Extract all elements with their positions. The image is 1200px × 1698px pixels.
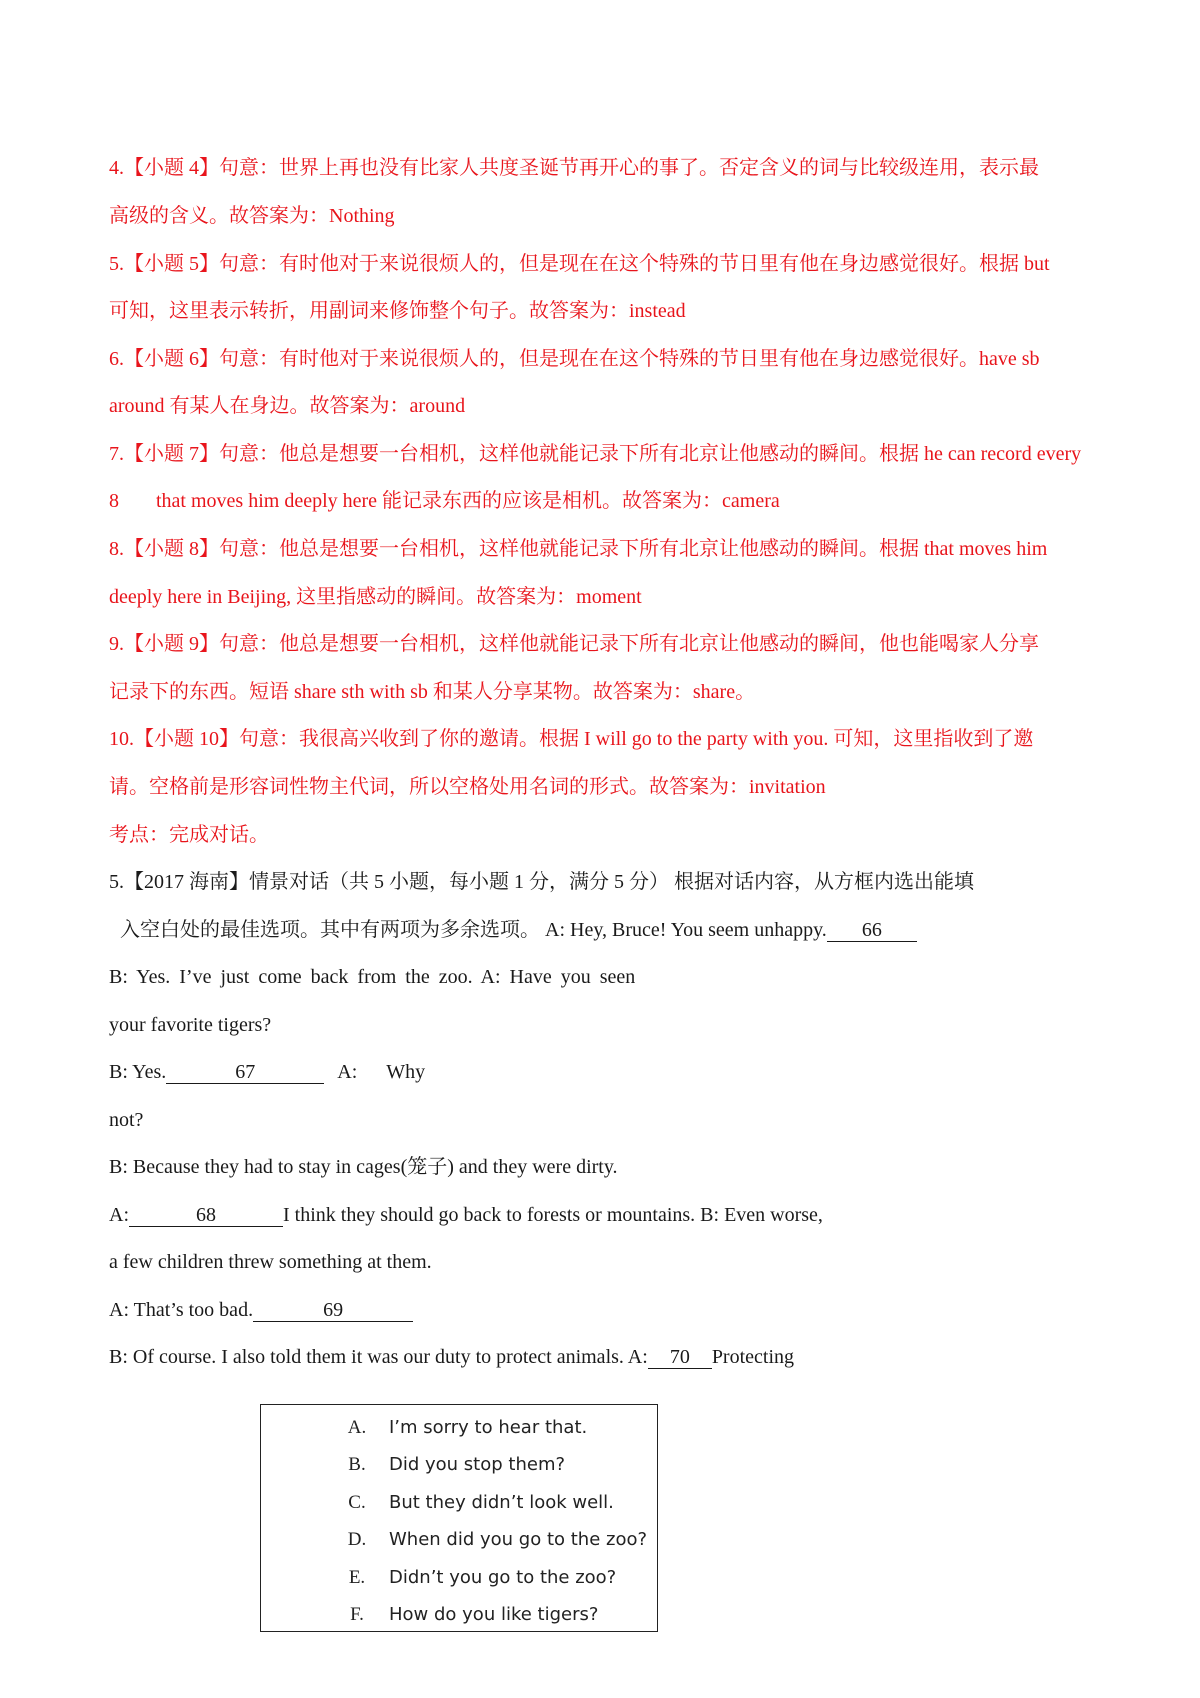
answer-5-line-2: 可知，这里表示转折，用副词来修饰整个句子。故答案为：instead (109, 300, 686, 322)
question-line-5-text: B: Yes. (109, 1061, 167, 1083)
option-text: When did you go to the zoo? (389, 1529, 648, 1550)
blank-68: 68 (129, 1204, 283, 1227)
answer-7-line-number: 8 (109, 490, 119, 512)
option-letter: E. (348, 1567, 366, 1588)
kaodian-note: 考点：完成对话。 (109, 824, 269, 846)
answer-10-line-2: 请。空格前是形容词性物主代词，所以空格处用名词的形式。故答案为：invitation (109, 776, 826, 798)
blank-66: 66 (827, 919, 917, 942)
question-line-6: not? (109, 1109, 144, 1131)
question-line-11-prefix: B: Of course. I also told them it was our duty to protect animals. A: (109, 1346, 648, 1368)
option-text: I’m sorry to hear that. (389, 1417, 588, 1438)
blank-67: 67 (166, 1061, 324, 1084)
option-text: Didn’t you go to the zoo? (389, 1567, 617, 1588)
option-letter: F. (350, 1604, 364, 1625)
question-line-3: B: Yes. I’ve just come back from the zoo. A: Have you seen (109, 966, 636, 988)
answer-9-line-2: 记录下的东西。短语 share sth with sb 和某人分享某物。故答案为：share。 (109, 681, 756, 703)
question-line-8-prefix: A: (109, 1204, 129, 1226)
question-line-10-text: A: That’s too bad. (109, 1299, 254, 1321)
options-box (260, 1404, 658, 1632)
blank-69: 69 (253, 1299, 413, 1322)
option-text: How do you like tigers? (389, 1604, 599, 1625)
question-line-9: a few children threw something at them. (109, 1251, 432, 1273)
question-line-7: B: Because they had to stay in cages(笼子) and they were dirty. (109, 1156, 618, 1178)
answer-7-line-2-text: that moves him deeply here 能记录东西的应该是相机。故答案为：camera (156, 490, 780, 512)
answer-6-line-2: around 有某人在身边。故答案为：around (109, 395, 466, 417)
question-line-2 (120, 917, 917, 943)
answer-5-line-1: 5.【小题 5】句意：有时他对于来说很烦人的，但是现在在这个特殊的节日里有他在身边感觉很好。根据 but (109, 253, 1050, 275)
why-word: Why (386, 1061, 426, 1083)
answer-7-line-2 (109, 488, 780, 514)
question-line-5 (109, 1059, 425, 1085)
option-text: But they didn’t look well. (389, 1492, 614, 1513)
question-line-8 (109, 1202, 823, 1228)
question-line-8-suffix: I think they should go back to forests or mountains. B: Even worse, (283, 1204, 823, 1226)
question-line-11 (109, 1344, 794, 1370)
question-line-10 (109, 1297, 413, 1323)
answer-9-line-1: 9.【小题 9】句意：他总是想要一台相机，这样他就能记录下所有北京让他感动的瞬间，他也能喝家人分享 (109, 633, 1039, 655)
answer-8-line-2: deeply here in Beijing, 这里指感动的瞬间。故答案为：moment (109, 586, 642, 608)
question-heading: 5.【2017 海南】情景对话（共 5 小题，每小题 1 分，满分 5 分） 根据对话内容，从方框内选出能填 (109, 871, 974, 893)
option-letter: D. (347, 1529, 367, 1550)
question-line-4: your favorite tigers? (109, 1014, 272, 1036)
answer-6-line-1: 6.【小题 6】句意：有时他对于来说很烦人的，但是现在在这个特殊的节日里有他在身边感觉很好。have sb (109, 348, 1040, 370)
question-line-2-text: 入空白处的最佳选项。其中有两项为多余选项。 A: Hey, Bruce! You seem unhappy. (120, 919, 827, 941)
option-letter: B. (348, 1454, 366, 1475)
answer-10-line-1: 10.【小题 10】句意：我很高兴收到了你的邀请。根据 I will go to the party with you. 可知，这里指收到了邀 (109, 728, 1034, 750)
answer-7-line-1: 7.【小题 7】句意：他总是想要一台相机，这样他就能记录下所有北京让他感动的瞬间。根据 he can record every (109, 443, 1082, 465)
speaker-a-label: A: (337, 1061, 358, 1083)
answer-4-line-1: 4.【小题 4】句意：世界上再也没有比家人共度圣诞节再开心的事了。否定含义的词与比较级连用，表示最 (109, 157, 1039, 179)
answer-4-line-2: 高级的含义。故答案为：Nothing (109, 205, 395, 227)
question-line-11-suffix: Protecting (711, 1346, 795, 1368)
option-letter: C. (348, 1492, 366, 1513)
answer-8-line-1: 8.【小题 8】句意：他总是想要一台相机，这样他就能记录下所有北京让他感动的瞬间。根据 that moves him (109, 538, 1048, 560)
option-letter: A. (347, 1417, 367, 1438)
blank-70: 70 (648, 1346, 712, 1369)
option-text: Did you stop them? (389, 1454, 566, 1475)
